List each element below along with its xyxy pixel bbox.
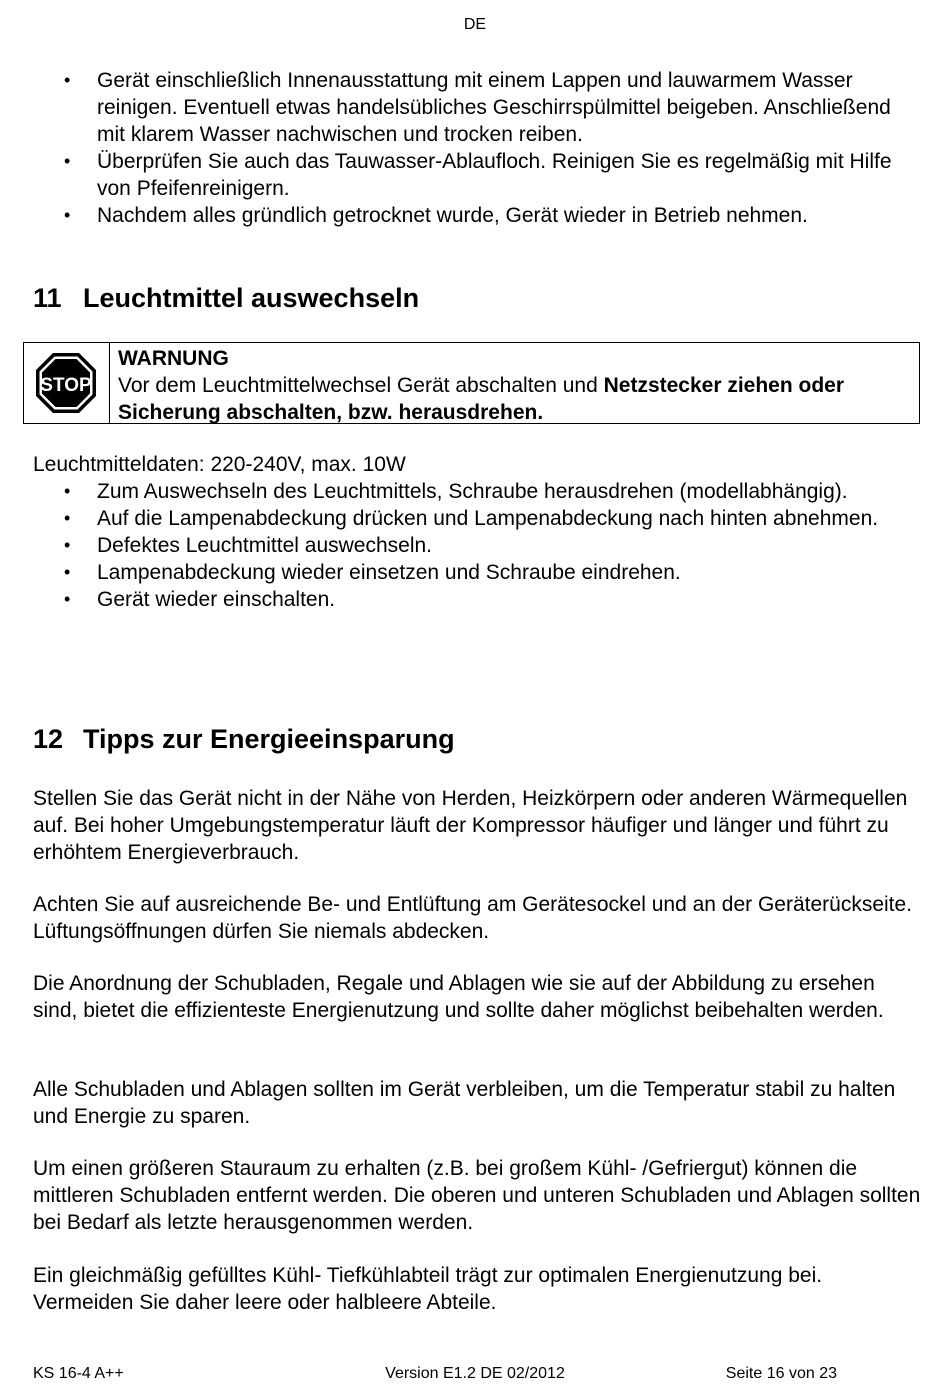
warning-box (23, 342, 920, 424)
header-language: DE (463, 16, 487, 33)
paragraph: Achten Sie auf ausreichende Be- und Entlüftung am Gerätesockel und an der Geräterückseite. Lüftungsöffnungen dürfen Sie niemals abdecken. (33, 893, 913, 943)
footer-version: Version E1.2 DE 02/2012 (385, 1365, 565, 1382)
section-number: 12 (33, 724, 64, 754)
list-item: • Überprüfen Sie auch das Tauwasser-Ablaufloch. Reinigen Sie es regelmäßig mit Hilfe von Pfeifenreinigern. (64, 150, 892, 200)
paragraph: Ein gleichmäßig gefülltes Kühl- Tiefkühlabteil trägt zur optimalen Energienutzung bei. Vermeiden Sie daher leere oder halbleere Abteile. (33, 1264, 823, 1314)
bullet-icon: • (64, 481, 71, 501)
warning-text-block (118, 345, 908, 426)
warning-body: Vor dem Leuchtmittelwechsel Gerät abschalten und Netzstecker ziehen oder Sicherung abschalten, bzw. herausdrehen. (118, 374, 845, 424)
paragraph: Alle Schubladen und Ablagen sollten im Gerät verbleiben, um die Temperatur stabil zu halten und Energie zu sparen. (33, 1078, 896, 1128)
paragraph: Stellen Sie das Gerät nicht in der Nähe von Herden, Heizkörpern oder anderen Wärmequellen auf. Bei hoher Umgebungstemperatur läuft der Kompressor häufiger und länger und führt zu erhöhtem Energieverbrauch. (33, 787, 908, 864)
paragraph: Um einen größeren Stauraum zu erhalten (z.B. bei großem Kühl- /Gefriergut) können die mittleren Schubladen entfernt werden. Die oberen und unteren Schubladen und Ablagen sollten bei Bedarf als letzte herausgenommen werden. (33, 1157, 921, 1234)
warning-icon-cell (24, 343, 110, 423)
list-item: • Auf die Lampenabdeckung drücken und Lampenabdeckung nach hinten abnehmen. (64, 507, 879, 530)
bullet-icon: • (64, 535, 71, 555)
section-title: Leuchtmittel auswechseln (83, 283, 420, 313)
bullet-icon: • (64, 151, 71, 171)
warning-title: WARNUNG (118, 347, 229, 370)
bullet-icon: • (64, 70, 71, 90)
bullet-icon: • (64, 205, 71, 225)
section-number: 11 (33, 283, 62, 313)
section-title: Tipps zur Energieeinsparung (83, 724, 455, 754)
stop-sign-icon (35, 352, 97, 414)
list-item: • Defektes Leuchtmittel auswechseln. (64, 534, 433, 557)
section-12-heading (33, 724, 455, 755)
stop-sign-text: STOP (40, 375, 92, 396)
section-11-heading (33, 283, 419, 314)
list-item: • Gerät einschließlich Innenausstattung mit einem Lappen und lauwarmem Wasser reinigen. Eventuell etwas handelsübliches Geschirrspülmittel beigeben. Anschließend mit klarem Wasser nachwischen und trocken reiben. (64, 69, 891, 146)
paragraph: Die Anordnung der Schubladen, Regale und Ablagen wie sie auf der Abbildung zu ersehen sind, bietet die effizienteste Energienutzung und sollte daher möglichst beibehalten werden. (33, 972, 884, 1022)
lamp-data-line: Leuchtmitteldaten: 220-240V, max. 10W (33, 453, 406, 476)
bullet-icon: • (64, 562, 71, 582)
footer-model: KS 16-4 A++ (33, 1365, 124, 1382)
list-item: • Lampenabdeckung wieder einsetzen und Schraube eindrehen. (64, 561, 681, 584)
lamp-steps-list (60, 478, 920, 613)
list-item: • Zum Auswechseln des Leuchtmittels, Schraube herausdrehen (modellabhängig). (64, 480, 848, 503)
footer-page-number: Seite 16 von 23 (725, 1365, 837, 1382)
list-item: • Gerät wieder einschalten. (64, 588, 336, 611)
bullet-icon: • (64, 589, 71, 609)
cleaning-bullet-list (60, 67, 920, 229)
list-item: • Nachdem alles gründlich getrocknet wurde, Gerät wieder in Betrieb nehmen. (64, 204, 808, 227)
bullet-icon: • (64, 508, 71, 528)
